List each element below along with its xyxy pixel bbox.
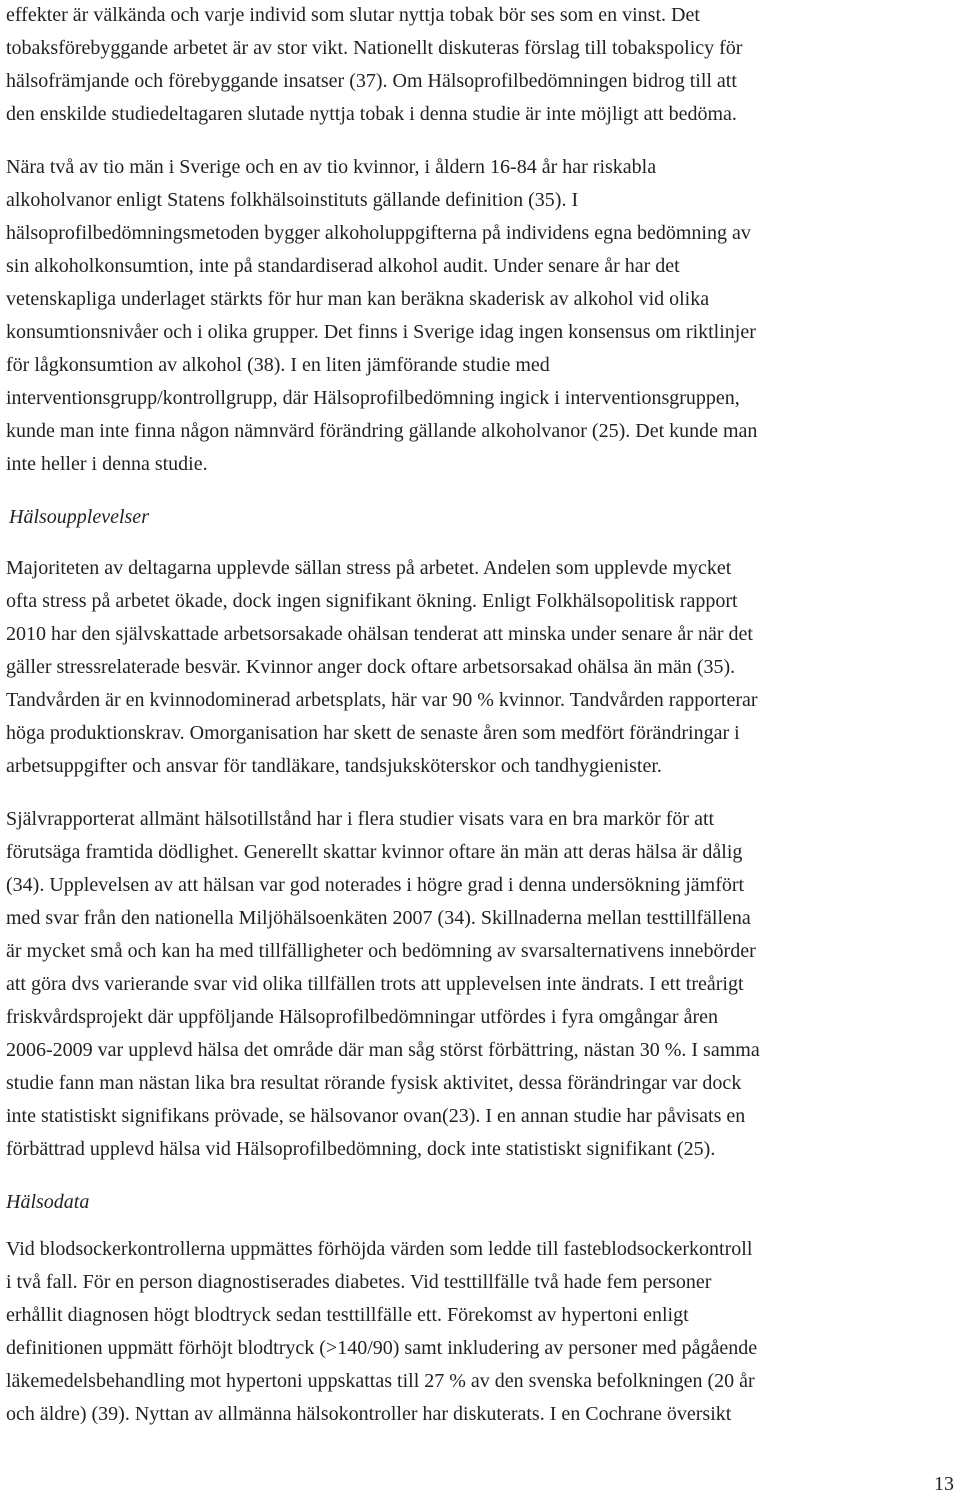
text-line: är mycket små och kan ha med tillfälligheter och bedömning av svarsalternativens innebörder [6, 940, 756, 962]
text-line: för lågkonsumtion av alkohol (38). I en liten jämförande studie med [6, 354, 550, 376]
text-line: friskvårdsprojekt där uppföljande Hälsoprofilbedömningar utfördes i fyra omgångar åren [6, 1006, 718, 1028]
text-line: inte statistiskt signifikans prövade, se hälsovanor ovan(23). I en annan studie har påvisats en [6, 1105, 746, 1127]
text-line: effekter är välkända och varje individ som slutar nyttja tobak bör ses som en vinst. Det [6, 4, 700, 26]
document-page [6, 0, 954, 1451]
paragraph-self-reported-health [6, 803, 954, 1166]
text-line: att göra dvs varierande svar vid olika tillfällen trots att upplevelsen inte ändrats. I ett treårigt [6, 973, 744, 995]
text-line: förbättrad upplevd hälsa vid Hälsoprofilbedömning, dock inte statistiskt signifikant (25). [6, 1138, 716, 1160]
text-line: hälsoprofilbedömningsmetoden bygger alkoholuppgifterna på individens egna bedömning av [6, 222, 751, 244]
text-line: 2010 har den självskattade arbetsorsakade ohälsan tenderat att minska under senare år när det [6, 623, 753, 645]
text-line: i två fall. För en person diagnostiserades diabetes. Vid testtillfälle två hade fem personer [6, 1271, 712, 1293]
section-heading-halsodata: Hälsodata [6, 1191, 90, 1213]
text-line: den enskilde studiedeltagaren slutade nyttja tobak i denna studie är inte möjligt att bedöma. [6, 103, 737, 125]
text-line: inte heller i denna studie. [6, 453, 208, 475]
text-line: med svar från den nationella Miljöhälsoenkäten 2007 (34). Skillnaderna mellan testtillfällena [6, 907, 751, 929]
text-line: (34). Upplevelsen av att hälsan var god noterades i högre grad i denna undersökning jämfört [6, 874, 745, 896]
text-line: erhållit diagnosen högt blodtryck sedan testtillfälle ett. Förekomst av hypertoni enligt [6, 1304, 689, 1326]
text-line: definitionen uppmätt förhöjt blodtryck (>140/90) samt inkludering av personer med pågående [6, 1337, 758, 1359]
text-line: Tandvården är en kvinnodominerad arbetsplats, här var 90 % kvinnor. Tandvården rapporterar [6, 689, 758, 711]
text-line: ofta stress på arbetet ökade, dock ingen signifikant ökning. Enligt Folkhälsopolitisk rapport [6, 590, 738, 612]
text-line: gäller stressrelaterade besvär. Kvinnor anger dock oftare arbetsorsakad ohälsa än män (35). [6, 656, 736, 678]
page-number: 13 [934, 1473, 954, 1495]
text-line: tobaksförebyggande arbetet är av stor vikt. Nationellt diskuteras förslag till tobakspolicy för [6, 37, 743, 59]
paragraph-stress [6, 552, 954, 783]
text-line: Nära två av tio män i Sverige och en av tio kvinnor, i åldern 16-84 år har riskabla [6, 156, 657, 178]
text-line: alkoholvanor enligt Statens folkhälsoinstituts gällande definition (35). I [6, 189, 579, 211]
paragraph-health-data [6, 1233, 954, 1431]
text-line: vetenskapliga underlaget stärkts för hur man kan beräkna skaderisk av alkohol vid olika [6, 288, 710, 310]
text-line: hälsofrämjande och förebyggande insatser (37). Om Hälsoprofilbedömningen bidrog till att [6, 70, 737, 92]
text-line: kunde man inte finna någon nämnvärd förändring gällande alkoholvanor (25). Det kunde man [6, 420, 758, 442]
text-line: Självrapporterat allmänt hälsotillstånd har i flera studier visats vara en bra markör för att [6, 808, 715, 830]
text-line: arbetsuppgifter och ansvar för tandläkare, tandsjuksköterskor och tandhygienister. [6, 755, 662, 777]
text-line: studie fann man nästan lika bra resultat rörande fysisk aktivitet, dessa förändringar var dock [6, 1072, 742, 1094]
text-line: höga produktionskrav. Omorganisation har skett de senaste åren som medfört förändringar i [6, 722, 740, 744]
paragraph-alcohol [6, 151, 954, 481]
text-line: läkemedelsbehandling mot hypertoni uppskattas till 27 % av den svenska befolkningen (20 år [6, 1370, 755, 1392]
text-line: och äldre) (39). Nyttan av allmänna hälsokontroller har diskuterats. I en Cochrane översikt [6, 1403, 732, 1425]
text-line: interventionsgrupp/kontrollgrupp, där Hälsoprofilbedömning ingick i interventionsgruppen, [6, 387, 740, 409]
text-line: Majoriteten av deltagarna upplevde sällan stress på arbetet. Andelen som upplevde mycket [6, 557, 732, 579]
text-line: förutsäga framtida dödlighet. Generellt skattar kvinnor oftare än män att deras hälsa är dålig [6, 841, 743, 863]
paragraph-tobacco [6, 0, 954, 131]
text-line: Vid blodsockerkontrollerna uppmättes förhöjda värden som ledde till fasteblodsockerkontroll [6, 1238, 753, 1260]
text-line: sin alkoholkonsumtion, inte på standardiserad alkohol audit. Under senare år har det [6, 255, 680, 277]
text-line: konsumtionsnivåer och i olika grupper. Det finns i Sverige idag ingen konsensus om riktlinjer [6, 321, 756, 343]
text-line: 2006-2009 var upplevd hälsa det område där man såg störst förbättring, nästan 30 %. I samma [6, 1039, 760, 1061]
section-heading-halsoupplevelser: Hälsoupplevelser [9, 506, 149, 528]
